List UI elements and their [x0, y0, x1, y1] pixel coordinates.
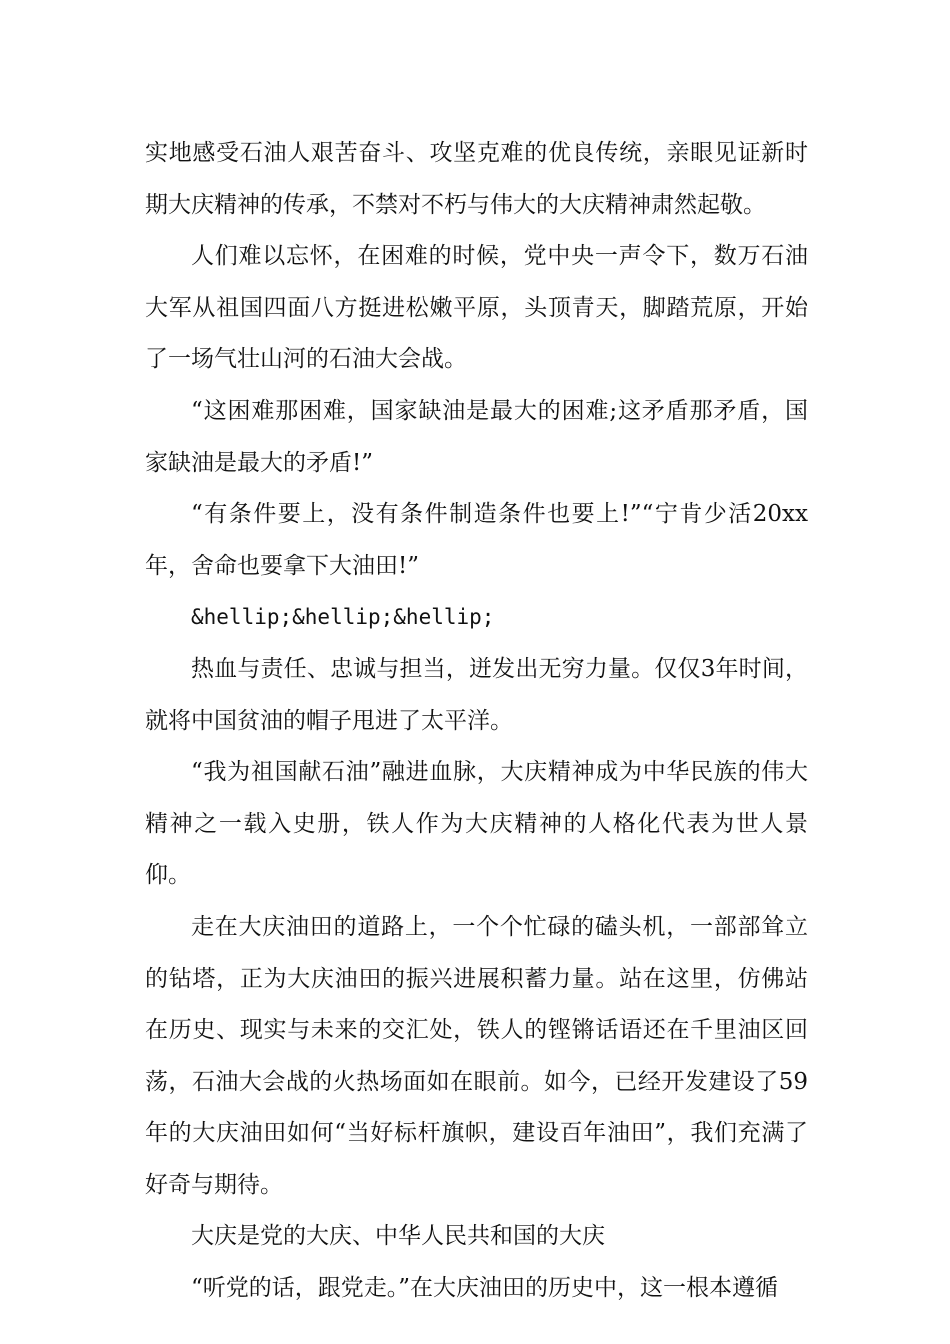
paragraph: 人们难以忘怀，在困难的时候，党中央一声令下，数万石油大军从祖国四面八方挺进松嫩平原，头顶青天，脚踏荒原，开始了一场气壮山河的石油大会战。 — [145, 243, 808, 373]
paragraph: “听党的话，跟党走。”在大庆油田的历史中，这一根本遵循 — [191, 1275, 779, 1302]
body-text — [145, 128, 808, 1315]
section-heading: 大庆是党的大庆、中华人民共和国的大庆 — [191, 1223, 605, 1250]
quote-paragraph: “有条件要上，没有条件制造条件也要上!”“宁肯少活20xx年，舍命也要拿下大油田!” — [145, 501, 808, 579]
ellipsis-line: &hellip;&hellip;&hellip; — [191, 605, 495, 630]
paragraph-continuation: 实地感受石油人艰苦奋斗、攻坚克难的优良传统，亲眼见证新时期大庆精神的传承，不禁对不朽与伟大的大庆精神肃然起敬。 — [145, 140, 808, 218]
paragraph: 走在大庆油田的道路上，一个个忙碌的磕头机，一部部耸立的钻塔，正为大庆油田的振兴进展积蓄力量。站在这里，仿佛站在历史、现实与未来的交汇处，铁人的铿锵话语还在千里油区回荡，石油大会战的火热场面如在眼前。如今，已经开发建设了59年的大庆油田如何“当好标杆旗帜，建设百年油田”，我们充满了好奇与期待。 — [145, 913, 808, 1198]
quote-paragraph: “这困难那困难，国家缺油是最大的困难;这矛盾那矛盾，国家缺油是最大的矛盾!” — [145, 397, 808, 476]
paragraph: “我为祖国献石油”融进血脉，大庆精神成为中华民族的伟大精神之一载入史册，铁人作为大庆精神的人格化代表为世人景仰。 — [145, 759, 808, 889]
paragraph: 热血与责任、忠诚与担当，迸发出无穷力量。仅仅3年时间，就将中国贫油的帽子甩进了太平洋。 — [145, 655, 808, 734]
